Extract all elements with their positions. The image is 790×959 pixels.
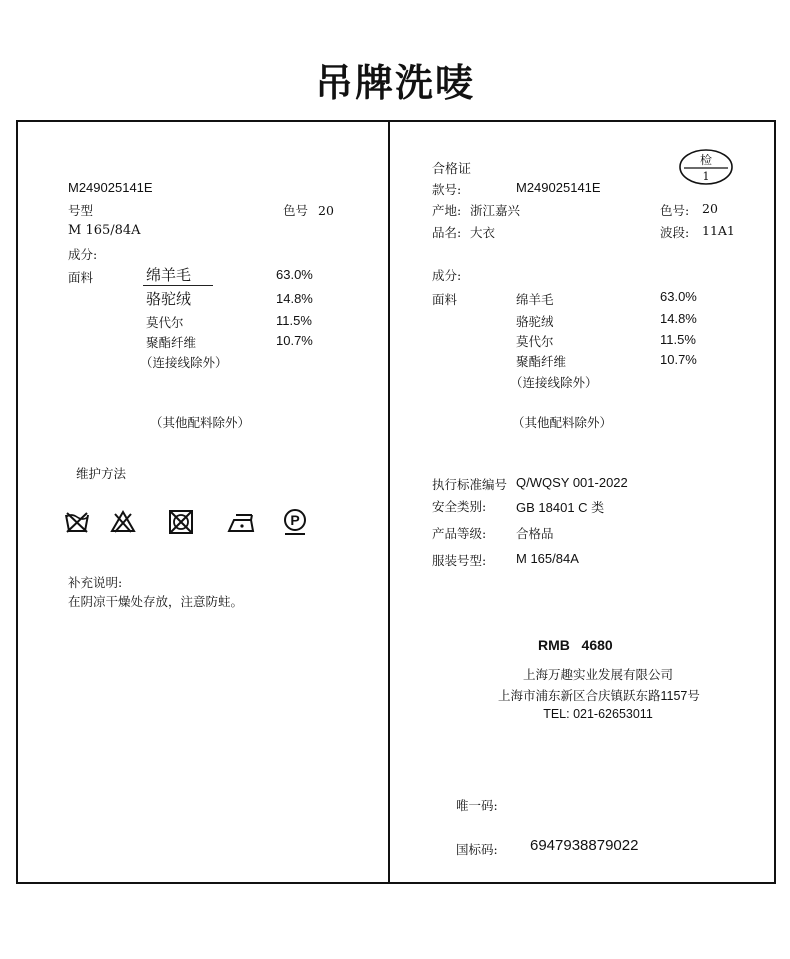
left-other-note: （其他配料除外） xyxy=(150,415,251,430)
garment-size-value: M 165/84A xyxy=(516,551,579,566)
right-fiber-pct: 63.0% xyxy=(660,289,697,304)
left-size-value: M 165/84A xyxy=(68,223,141,238)
unique-code-label: 唯一码: xyxy=(456,798,498,813)
do-not-bleach-icon xyxy=(110,510,136,534)
care-label: 维护方法 xyxy=(76,466,127,481)
right-fiber-pct: 10.7% xyxy=(660,352,697,367)
style-value: M249025141E xyxy=(516,180,601,195)
standard-value: Q/WQSY 001-2022 xyxy=(516,475,628,490)
company-address: 上海市浦东新区合庆镇跃东路1157号 xyxy=(498,689,700,703)
right-color-value: 20 xyxy=(702,201,718,216)
left-fiber-name: 莫代尔 xyxy=(146,315,184,330)
page-title: 吊牌洗唛 xyxy=(314,61,475,105)
left-style-no: M249025141E xyxy=(68,180,153,195)
left-fiber-pct: 14.8% xyxy=(276,291,313,306)
left-composition-label: 成分: xyxy=(68,247,98,262)
do-not-tumble-dry-icon xyxy=(168,509,194,535)
stamp-top-text: 检 xyxy=(699,153,713,167)
dry-clean-p-icon xyxy=(282,508,308,536)
left-fiber-name: 聚酯纤维 xyxy=(146,335,197,350)
right-fiber-name: 骆驼绒 xyxy=(516,314,554,329)
do-not-wash-icon xyxy=(64,510,90,534)
band-label: 波段: xyxy=(660,225,690,240)
right-fabric-label: 面料 xyxy=(432,292,458,307)
right-fiber-name: 聚酯纤维 xyxy=(516,354,567,369)
band-value: 11A1 xyxy=(702,223,735,238)
origin-label: 产地: xyxy=(432,203,462,218)
standard-label: 执行标准编号 xyxy=(432,477,508,492)
grade-label: 产品等级: xyxy=(432,526,487,541)
right-color-label: 色号: xyxy=(660,203,690,218)
safety-value: GB 18401 C 类 xyxy=(516,500,605,515)
left-fiber-pct: 10.7% xyxy=(276,333,313,348)
safety-label: 安全类别: xyxy=(432,499,487,514)
company-tel: TEL: 021-62653011 xyxy=(543,707,653,721)
left-fiber-pct: 11.5% xyxy=(276,313,312,328)
iron-low-icon xyxy=(226,512,256,534)
style-label: 款号: xyxy=(432,182,462,197)
left-color-label: 色号 xyxy=(283,203,309,218)
inspection-stamp-icon xyxy=(678,148,734,186)
left-size-label: 号型 xyxy=(68,203,94,218)
svg-text:P: P xyxy=(290,512,300,528)
right-other-note: （其他配料除外） xyxy=(512,415,613,430)
left-fiber-name: 绵羊毛 xyxy=(146,266,192,284)
left-color-value: 20 xyxy=(318,203,334,218)
supplement-text: 在阴凉干燥处存放，注意防蛀。 xyxy=(68,594,244,609)
left-fabric-label: 面料 xyxy=(68,270,94,285)
right-fiber-name: 绵羊毛 xyxy=(516,292,554,307)
left-fiber-name: 骆驼绒 xyxy=(146,290,192,308)
right-fiber-pct: 14.8% xyxy=(660,311,697,326)
right-composition-label: 成分: xyxy=(432,268,462,283)
right-fiber-pct: 11.5% xyxy=(660,332,696,347)
panel-divider xyxy=(388,120,390,882)
barcode-label: 国标码: xyxy=(456,842,498,857)
fiber-underline xyxy=(143,285,213,286)
company-name: 上海万趣实业发展有限公司 xyxy=(522,668,673,682)
left-fiber-pct: 63.0% xyxy=(276,267,313,282)
grade-value: 合格品 xyxy=(516,526,554,541)
cert-label: 合格证 xyxy=(432,162,472,177)
right-stitch-note: （连接线除外） xyxy=(510,375,598,390)
right-fiber-name: 莫代尔 xyxy=(516,334,554,349)
origin-value: 浙江嘉兴 xyxy=(470,203,521,218)
barcode-value: 6947938879022 xyxy=(530,837,639,854)
price: RMB 4680 xyxy=(538,637,613,653)
supplement-label: 补充说明: xyxy=(68,575,123,590)
product-value: 大衣 xyxy=(470,225,496,240)
product-label: 品名: xyxy=(432,225,462,240)
garment-size-label: 服装号型: xyxy=(432,553,487,568)
left-stitch-note: （连接线除外） xyxy=(140,355,228,370)
stamp-bottom-text: 1 xyxy=(702,170,710,183)
